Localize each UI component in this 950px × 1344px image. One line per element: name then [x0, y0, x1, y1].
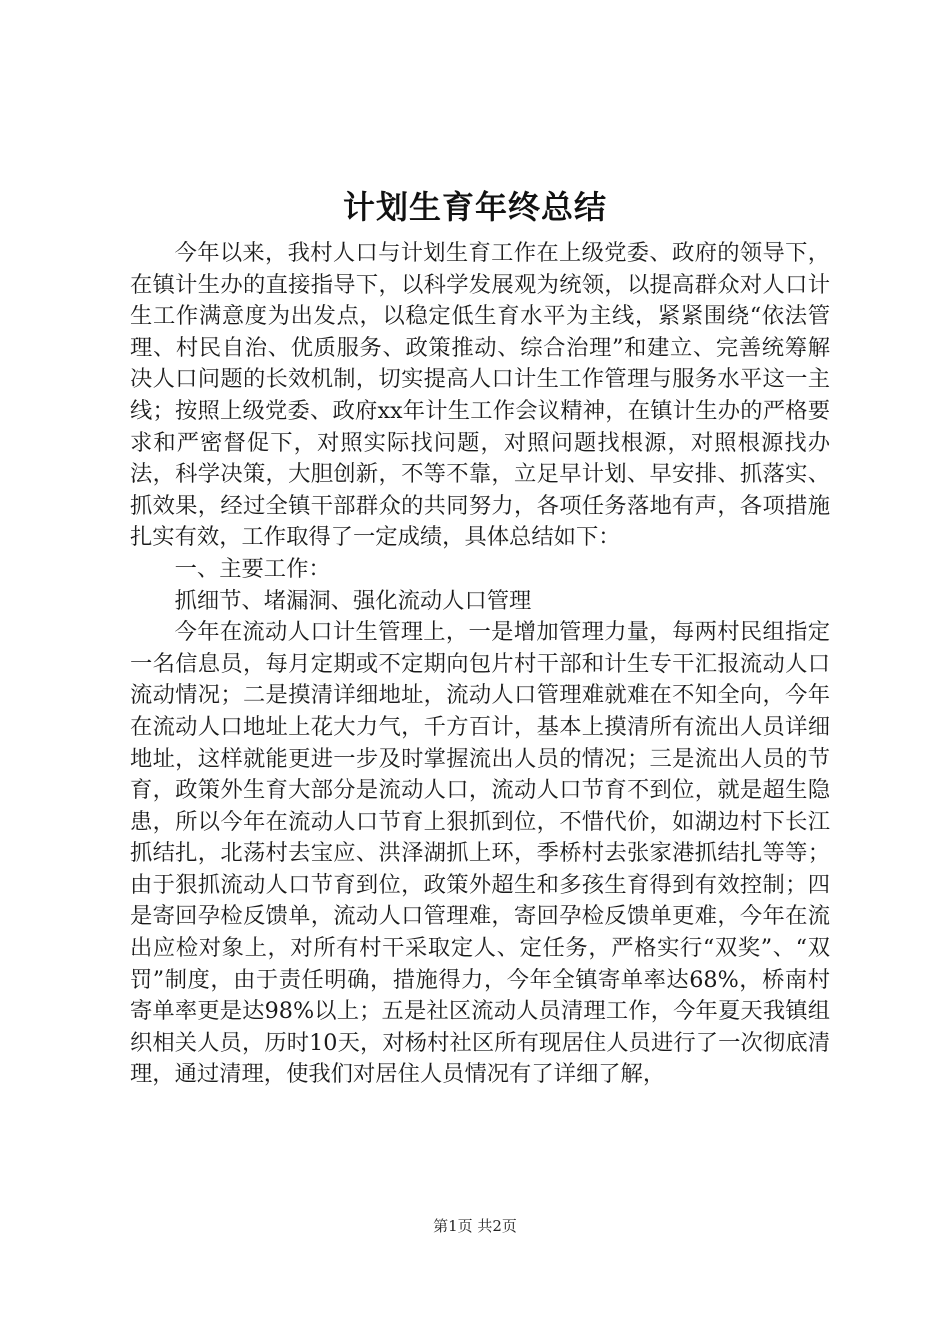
body-paragraph: 今年在流动人口计生管理上，一是增加管理力量，每两村民组指定一名信息员，每月定期或不定期向包片村干部和计生专干汇报流动人口流动情况；二是摸清详细地址，流动人口管理难就难在不知全向，今年在流动人口地址上花大力气，千方百计，基本上摸清所有流出人员详细地址，这样就能更进一步及时掌握流出人员的情况；三是流出人员的节育，政策外生育大部分是流动人口，流动人口节育不到位，就是超生隐患，所以今年在流动人口节育上狠抓到位，不惜代价，如湖边村下长江抓结扎，北荡村去宝应、洪泽湖抓上环，季桥村去张家港抓结扎等等；由于狠抓流动人口节育到位，政策外超生和多孩生育得到有效控制；四是寄回孕检反馈单，流动人口管理难，寄回孕检反馈单更难，今年在流出应检对象上，对所有村干采取定人、定任务，严格实行“双奖”、“双罚”制度，由于责任明确，措施得力，今年全镇寄单率达68%，桥南村寄单率更是达98%以上；五是社区流动人员清理工作，今年夏天我镇组织相关人员，历时10天，对杨村社区所有现居住人员进行了一次彻底清理，通过清理，使我们对居住人员情况有了详细了解， [130, 619, 830, 1088]
document-title: 计划生育年终总结 [342, 188, 607, 226]
section-heading: 一、主要工作： [174, 555, 331, 582]
subsection-heading: 抓细节、堵漏洞、强化流动人口管理 [174, 587, 532, 614]
page-footer: 第1页 共2页 [433, 1217, 517, 1235]
intro-paragraph: 今年以来，我村人口与计划生育工作在上级党委、政府的领导下，在镇计生办的直接指导下，以科学发展观为统领，以提高群众对人口计生工作满意度为出发点，以稳定低生育水平为主线，紧紧围绕“依法管理、村民自治、优质服务、政策推动、综合治理”和建立、完善统筹解决人口问题的长效机制，切实提高人口计生工作管理与服务水平这一主线；按照上级党委、政府xx年计生工作会议精神，在镇计生办的严格要求和严密督促下，对照实际找问题，对照问题找根源，对照根源找办法，科学决策，大胆创新，不等不靠，立足早计划、早安排、抓落实、抓效果，经过全镇干部群众的共同努力，各项任务落地有声，各项措施扎实有效，工作取得了一定成绩，具体总结如下： [130, 240, 830, 551]
document-body [130, 238, 830, 1091]
